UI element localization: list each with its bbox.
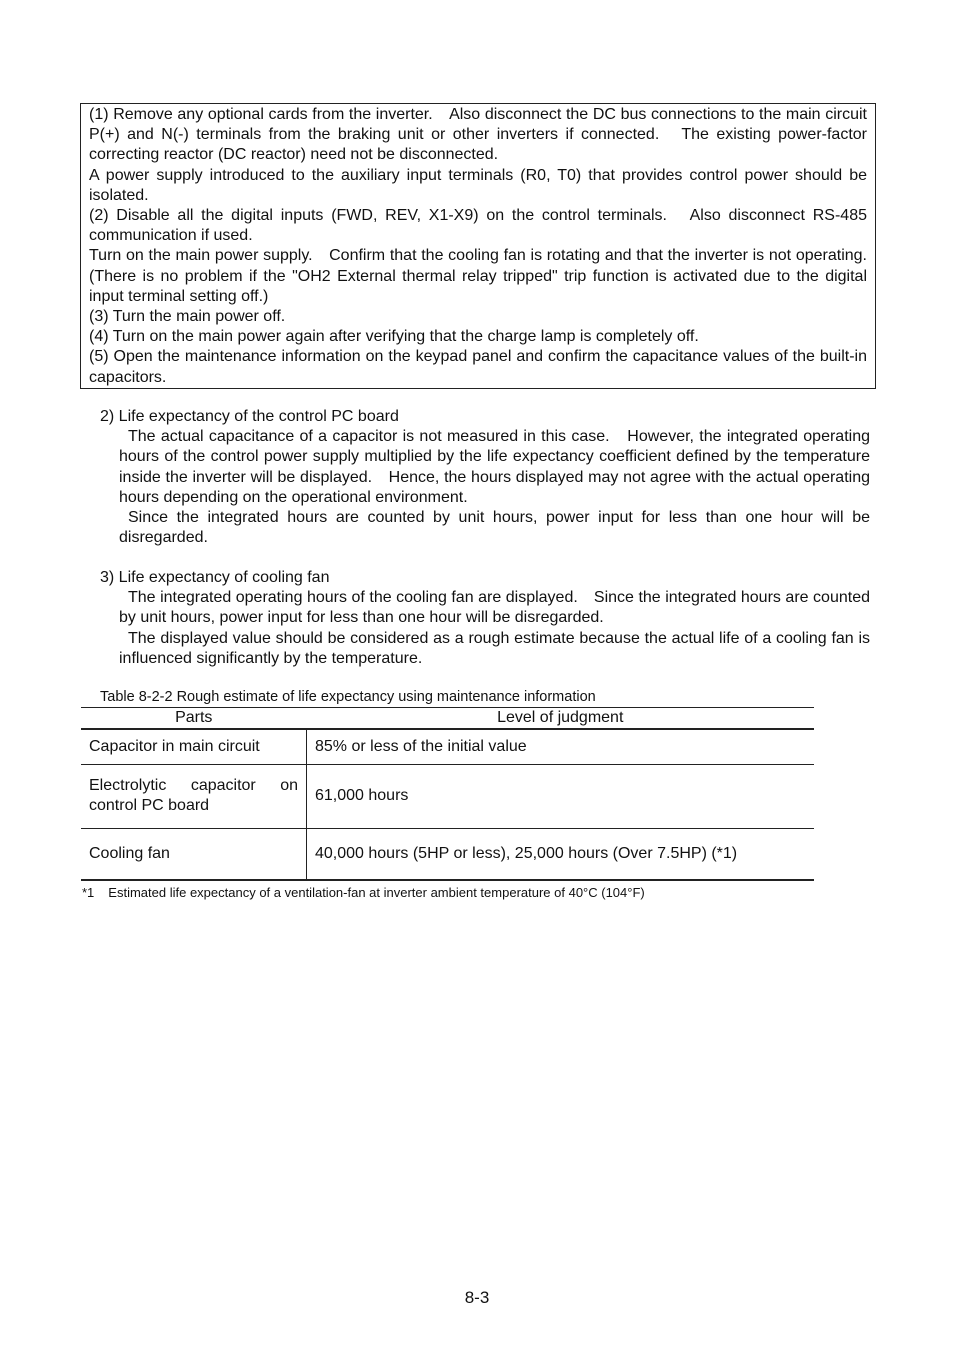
- procedure-step-4: (4) Turn on the main power again after verifying that the charge lamp is completely off.: [89, 328, 699, 346]
- table-cell-level: 85% or less of the initial value: [307, 729, 815, 764]
- footnote-mark: *1: [82, 885, 95, 900]
- footnote-text: Estimated life expectancy of a ventilation-fan at inverter ambient temperature of 40°C (104°F): [108, 885, 645, 900]
- table-cell-level: 40,000 hours (5HP or less), 25,000 hours (Over 7.5HP) (*1): [307, 828, 815, 880]
- procedure-step-1: (1) Remove any optional cards from the inverter. Also disconnect the DC bus connections to the main circuit P(+) and N(-) terminals from the braking unit or other inverters if connected. The existing power-factor correcting reactor (DC reactor) need not be disconnected.: [89, 106, 867, 164]
- procedure-note-aux-power: A power supply introduced to the auxiliary input terminals (R0, T0) that provides control power should be isolated.: [89, 166, 867, 204]
- section-heading: 3) Life expectancy of cooling fan: [100, 569, 330, 586]
- column-header-level: Level of judgment: [307, 708, 815, 730]
- section-cooling-fan-life: [100, 568, 870, 669]
- section-paragraph: The integrated operating hours of the cooling fan are displayed. Since the integrated hours are counted by unit hours, power input for less than one hour will be disregarded.: [119, 589, 870, 627]
- section-paragraph: The actual capacitance of a capacitor is not measured in this case. However, the integrated operating hours of the control power supply multiplied by the life expectancy coefficient defined by the temperature inside the inverter will be displayed. Hence, the hours displayed may not agree with the actual operating hours depending on the operational environment.: [119, 428, 870, 506]
- section-heading: 2) Life expectancy of the control PC board: [100, 408, 399, 425]
- table-cell-part: Electrolytic capacitor on control PC board: [81, 764, 307, 828]
- column-header-parts: Parts: [81, 708, 307, 730]
- table-row: [81, 729, 814, 764]
- procedure-box: [80, 103, 884, 389]
- section-paragraph: The displayed value should be considered as a rough estimate because the actual life of a cooling fan is influenced significantly by the temperature.: [119, 629, 870, 667]
- section-paragraph: Since the integrated hours are counted by unit hours, power input for less than one hour will be disregarded.: [119, 509, 870, 547]
- page-number: 8-3: [464, 1288, 490, 1307]
- table-cell-level: 61,000 hours: [307, 764, 815, 828]
- life-expectancy-table: [81, 707, 814, 881]
- procedure-note-power-on: Turn on the main power supply. Confirm that the cooling fan is rotating and that the inverter is not operating. (There is no problem if the "OH2 External thermal relay tripped" trip function is activated due to the digital input terminal setting off.): [89, 247, 884, 305]
- table-cell-part: Cooling fan: [81, 828, 307, 880]
- table-row: [81, 764, 814, 828]
- procedure-step-3: (3) Turn the main power off.: [89, 308, 286, 326]
- table-row: [81, 828, 814, 880]
- table-caption: Table 8-2-2 Rough estimate of life expectancy using maintenance information: [100, 689, 596, 705]
- section-pc-board-life: [100, 407, 870, 548]
- procedure-step-5: (5) Open the maintenance information on the keypad panel and confirm the capacitance values of the built-in capacitors.: [89, 348, 867, 386]
- table-footnote: [82, 885, 645, 900]
- table-cell-part: Capacitor in main circuit: [81, 729, 307, 764]
- procedure-step-2: (2) Disable all the digital inputs (FWD, REV, X1-X9) on the control terminals. Also disconnect RS-485 communication if used.: [89, 207, 867, 245]
- table-header-row: [81, 708, 814, 730]
